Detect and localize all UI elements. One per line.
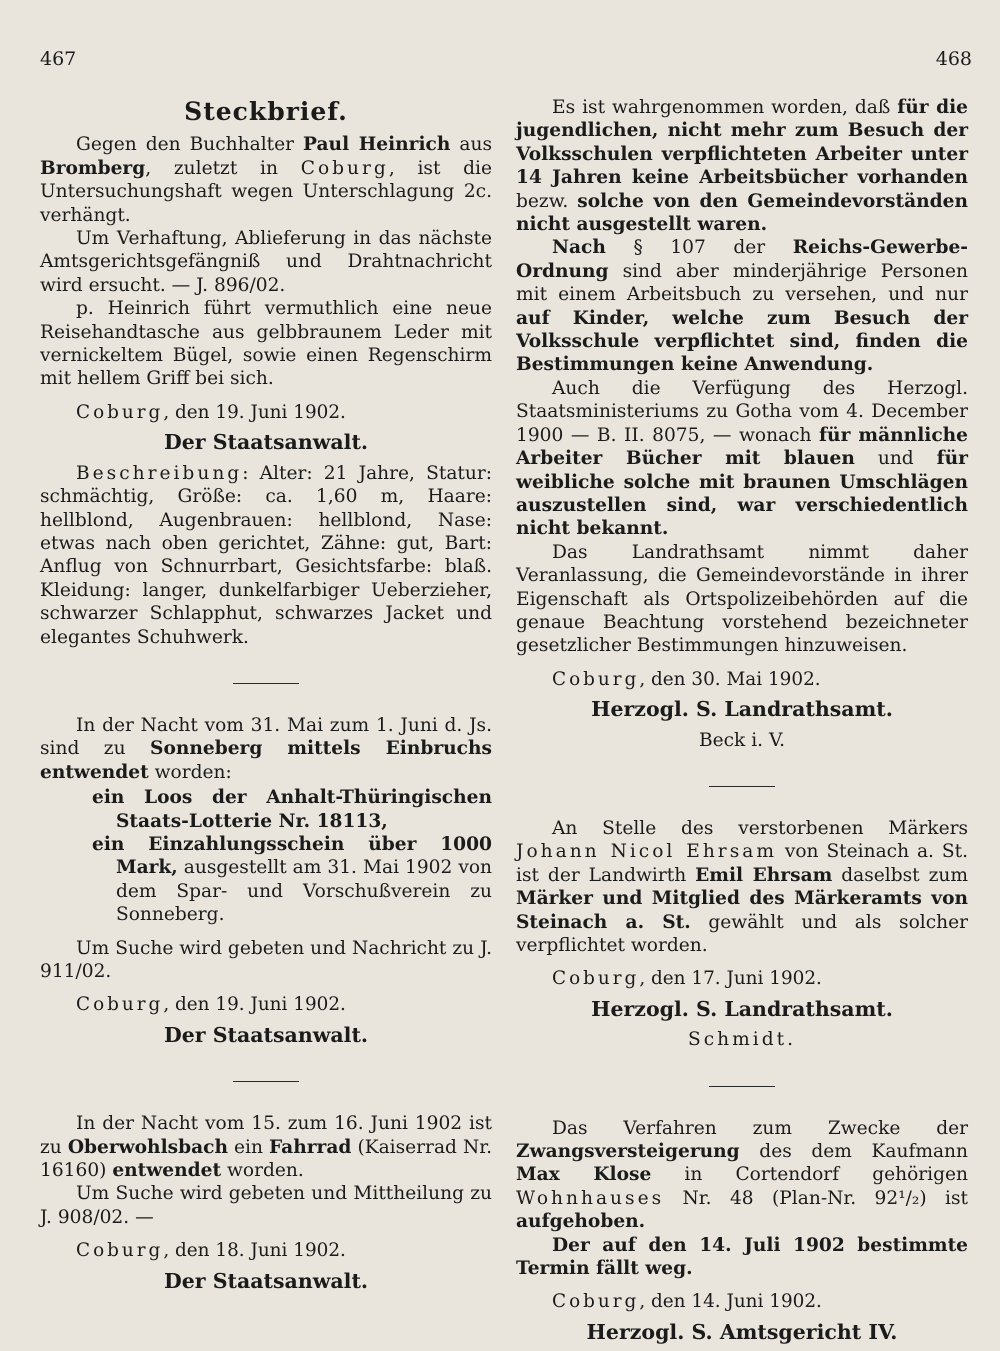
text-span: ein xyxy=(227,1136,269,1158)
text-span: entwendet xyxy=(112,1160,222,1182)
text-span: gehörigen xyxy=(839,1164,968,1186)
place-date-line xyxy=(40,993,492,1016)
text-span: in xyxy=(651,1164,736,1186)
notice1-paragraph-3 xyxy=(516,377,968,541)
theft1-location: Sonneberg mittels Einbruchs entwendet xyxy=(40,738,492,783)
stolen-object: Fahrrad xyxy=(269,1136,352,1158)
notice2-paragraph-1 xyxy=(516,817,968,957)
place-date-line xyxy=(516,967,968,990)
steckbrief-title: Steckbrief. xyxy=(184,97,348,126)
city-name: Coburg xyxy=(300,157,389,179)
place-date: , den 17. Juni 1902. xyxy=(639,968,822,990)
place-city: Coburg xyxy=(552,968,640,990)
signature-amtsgericht: Herzogl. S. Amtsgericht IV. xyxy=(586,1319,898,1344)
text-span: Auch die Verfügung des Herzogl. Staatsministeriums zu Gotha vom 4. December 1900 — B. II. 8075, — wonach xyxy=(516,377,968,446)
place-date-line xyxy=(516,1290,968,1313)
signer-name: Schmidt. xyxy=(688,1029,796,1051)
theft2-paragraph-2: Um Suche wird gebeten und Mittheilung zu J. 908/02. — xyxy=(40,1183,492,1228)
text-span: Nach xyxy=(552,237,606,259)
steckbrief-paragraph-2: Um Verhaftung, Ablieferung in das nächste Amtsgerichtsgefängniß und Drahtnachricht wird ersucht. — J. 896/02. xyxy=(40,228,492,296)
place-city: Coburg xyxy=(76,1240,164,1262)
place-date-line xyxy=(516,668,968,691)
notice3-paragraph-2: Der auf den 14. Juli 1902 bestimmte Termin fällt weg. xyxy=(516,1234,968,1280)
text-span: In der Nacht vom 31. Mai zum 1. Juni d. Js. sind zu xyxy=(40,714,492,760)
place-date-line xyxy=(40,401,492,424)
text-span: worden: xyxy=(148,761,232,783)
text-span: daselbst zum xyxy=(832,864,969,886)
text-span: für die jugendlichen, nicht mehr zum Besuch der Volksschulen verpflichteten Arbeiter unter 14 Jahren keine Arbeitsbücher vorhanden xyxy=(516,97,968,189)
description-paragraph xyxy=(40,462,492,649)
text-span: Wohnhauses xyxy=(516,1187,665,1209)
section-divider xyxy=(233,683,299,684)
text-span: (Kaiserrad Nr. 16160) xyxy=(40,1136,492,1182)
text-span: solche von den Gemeindevorständen nicht ausgestellt waren. xyxy=(516,190,968,236)
steckbrief-paragraph-1 xyxy=(40,133,492,227)
text-span: worden. xyxy=(221,1160,304,1182)
text-span: Das Verfahren zum Zwecke der xyxy=(552,1117,968,1139)
section-divider xyxy=(709,1086,775,1087)
text-span: Reichs-Gewerbe-Ordnung xyxy=(516,237,968,282)
place-date: , den 30. Mai 1902. xyxy=(639,668,821,690)
signature-landrathsamt: Herzogl. S. Landrathsamt. xyxy=(591,996,893,1021)
stolen-items-list xyxy=(40,786,492,926)
text-span: Nr. 48 (Plan-Nr. 92¹/₂) ist xyxy=(664,1187,968,1209)
deceased-name: Johann Nicol Ehrsam xyxy=(516,841,777,863)
theft2-paragraph-1 xyxy=(40,1112,492,1182)
text-span: Märker und Mitglied des Märkeramts von Steinach a. St. xyxy=(516,888,968,933)
stolen-item-2 xyxy=(92,833,492,927)
place-date: , den 18. Juni 1902. xyxy=(163,1240,346,1262)
text-span: ausgestellt am 31. Mai 1902 von dem Spar- und Vorschußverein zu Sonneberg. xyxy=(116,857,492,926)
description-label: Beschreibung xyxy=(76,462,243,484)
property-place: Cortendorf xyxy=(735,1164,840,1186)
place-city: Coburg xyxy=(76,994,164,1016)
notice1-paragraph-1 xyxy=(516,96,968,236)
page-number-right: 468 xyxy=(935,48,972,70)
origin-place: Bromberg xyxy=(40,157,146,179)
wanted-person-name: Paul Heinrich xyxy=(303,134,451,156)
right-column xyxy=(516,96,968,1351)
theft2-location: Oberwohlsbach xyxy=(67,1136,228,1158)
text-span: gewählt und als solcher verpflichtet worden. xyxy=(516,911,968,956)
signature-staatsanwalt: Der Staatsanwalt. xyxy=(163,1022,369,1047)
text-span: An Stelle des verstorbenen Märkers xyxy=(552,817,968,839)
text-span: und xyxy=(854,448,937,470)
signature-staatsanwalt: Der Staatsanwalt. xyxy=(163,430,369,455)
owner-name: Max Klose xyxy=(516,1164,652,1186)
notice3-paragraph-1 xyxy=(516,1117,968,1234)
text-span: Zwangsversteigerung xyxy=(516,1141,740,1163)
text-span: auf Kinder, welche zum Besuch der Volksschule verpflichtet sind, finden die Bestimmungen keine Anwendung. xyxy=(516,307,968,376)
place-city: Coburg xyxy=(552,1291,640,1313)
section-divider xyxy=(233,1081,299,1082)
theft1-paragraph-1 xyxy=(40,714,492,784)
signature-staatsanwalt: Der Staatsanwalt. xyxy=(163,1268,369,1293)
steckbrief-paragraph-3: p. Heinrich führt vermuthlich eine neue Reisehandtasche aus gelbbraunem Leder mit vernickeltem Bügel, sowie einen Regenschirm mit hellem Griff bei sich. xyxy=(40,298,492,390)
notice1-paragraph-2 xyxy=(516,236,968,376)
left-column xyxy=(40,96,492,1300)
text-span: , ist die Untersuchungshaft wegen Unterschlagung 2c. verhängt. xyxy=(40,157,493,226)
text-span: Gegen den Buchhalter xyxy=(76,134,304,156)
text-span: aufgehoben. xyxy=(516,1211,646,1233)
text-span: Es ist wahrgenommen worden, daß xyxy=(552,97,898,118)
place-date-line xyxy=(40,1239,492,1262)
place-city: Coburg xyxy=(552,668,640,690)
signature-landrathsamt: Herzogl. S. Landrathsamt. xyxy=(591,697,893,722)
text-span: ein Einzahlungsschein über 1000 Mark, xyxy=(92,833,492,879)
text-span: bezw. xyxy=(516,190,578,212)
place-city: Coburg xyxy=(76,401,164,423)
page-number-left: 467 xyxy=(40,48,77,70)
place-date: , den 19. Juni 1902. xyxy=(163,401,346,423)
stolen-item-1: ein Loos der Anhalt-Thüringischen Staats-Lotterie Nr. 18113, xyxy=(92,787,492,832)
place-date: , den 14. Juni 1902. xyxy=(639,1291,822,1313)
text-span: des dem Kaufmann xyxy=(739,1141,968,1163)
place-date: , den 19. Juni 1902. xyxy=(163,994,346,1016)
text-span: In der Nacht vom 15. zum 16. Juni 1902 ist zu xyxy=(40,1113,492,1158)
text-span: , zuletzt in xyxy=(145,157,301,179)
signer-name: Beck i. V. xyxy=(698,729,786,751)
notice1-paragraph-4: Das Landrathsamt nimmt daher Veranlassung, die Gemeindevorstände in ihrer Eigenschaft als Ortspolizeibehörden auf die genaue Beachtung vorstehend bezeichneter gesetzlicher Bestimmungen hinzuweisen. xyxy=(516,541,968,657)
text-span: für weibliche solche mit braunen Umschlägen auszustellen sind, war verschiedentlich nicht bekannt. xyxy=(516,448,968,540)
description-text: : Alter: 21 Jahre, Statur: schmächtig, Größe: ca. 1,60 m, Haare: hellblond, Augenbrauen: hellblond, Nase: etwas nach oben gerichtet, Zähne: gut, Bart: Anflug von Schnurrbart, Gesichtsfarbe: blaß. Kleidung: langer, dunkelfarbiger Ueberzieher, schwarzer Schlapphut, schwarzes Jacket und elegantes Schuhwerk. xyxy=(40,462,492,648)
text-span: sind aber minderjährige Personen mit einem Arbeitsbuch zu versehen, und nur xyxy=(516,260,968,306)
section-divider xyxy=(709,786,775,787)
text-span: § 107 der xyxy=(605,237,793,259)
text-span: für männliche Arbeiter Bücher mit blauen xyxy=(516,424,968,470)
text-span: aus xyxy=(450,134,492,156)
text-span: von Steinach a. St. ist der Landwirth xyxy=(516,841,968,886)
theft1-paragraph-2: Um Suche wird gebeten und Nachricht zu J. 911/02. xyxy=(40,937,492,982)
new-maerker-name: Emil Ehrsam xyxy=(695,864,833,886)
